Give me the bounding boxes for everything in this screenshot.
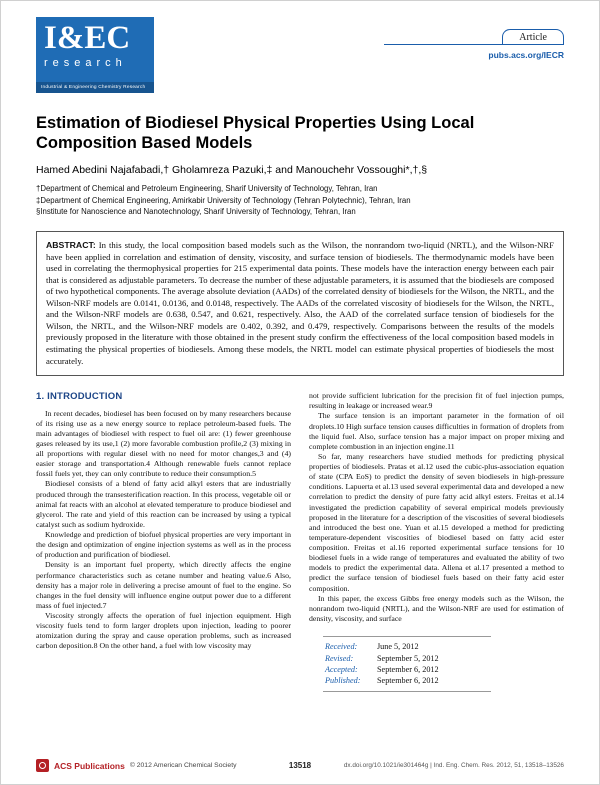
- paragraph: Biodiesel consists of a blend of fatty acid alkyl esters that are industrially produced through the transesterification reaction. In this process, vegetable oil or animal fat reacts with an alcohol at elevated temperature to produce biodiesel and glycerol. The rate and yield of this reaction can be increased by using a typical catalyst such as sodium hydroxide.: [36, 479, 291, 529]
- dates-box: [323, 636, 491, 692]
- journal-logo-text: [36, 17, 154, 69]
- page-number: 13518: [288, 761, 312, 770]
- date-value: September 6, 2012: [377, 676, 439, 686]
- journal-logo-subtitle: research: [44, 56, 127, 69]
- date-value: June 5, 2012: [377, 642, 419, 652]
- body-columns: [36, 391, 564, 692]
- paragraph: Knowledge and prediction of biofuel physical properties are very important in the design and optimization of engine injection systems as well as in the process of production and purification of biodiesel.: [36, 530, 291, 560]
- date-label: Accepted:: [325, 665, 358, 674]
- left-column: [36, 391, 291, 692]
- publisher-block: [36, 759, 289, 772]
- date-row: [325, 653, 491, 664]
- date-label: Revised:: [325, 653, 354, 663]
- date-row: [325, 675, 491, 686]
- paragraph: The surface tension is an important parameter in the formation of oil droplets.10 High surface tension causes difficulties in formation of droplets from the liquid fuel. Also, surface tension has a major impact on proper mixing and complete combustion in an injection engine.11: [309, 411, 564, 451]
- date-value: September 5, 2012: [377, 653, 439, 663]
- affiliations: [36, 183, 564, 218]
- acs-logo-icon: [36, 759, 49, 772]
- copyright-text: © 2012 American Chemical Society: [129, 762, 237, 769]
- page-footer: [36, 759, 564, 772]
- article-title: Estimation of Biodiesel Physical Properties Using Local Composition Based Models: [36, 114, 475, 153]
- journal-url-link[interactable]: pubs.acs.org/IECR: [488, 50, 564, 60]
- paragraph: In this paper, the excess Gibbs free energy models such as the Wilson, the nonrandom two-liquid (NRTL), and the Wilson-NRF are used for estimation of density, viscosity, and surface: [309, 593, 564, 623]
- paragraph: Density is an important fuel property, which directly affects the engine performance characteristics such as cetane number and heating value.6 Also, density has a major role in delivering a precise amount of fuel to the engine. So changes in the fuel density will influence engine output power due to a different mass of fuel injected.7: [36, 560, 291, 610]
- article-type-tab: Article: [502, 29, 564, 44]
- doi-citation: dx.doi.org/10.1021/ie301464g | Ind. Eng. Chem. Res. 2012, 51, 13518–13526: [343, 762, 564, 769]
- journal-logo: [36, 17, 154, 93]
- abstract-text: In this study, the local composition based models such as the Wilson, the nonrandom two-liquid (NRTL), and the Wilson-NRF have been applied in correlation and estimation of density, viscosity, and surface tension of biodiesels. The thermodynamic models have been used in correlating the thermophysical properties for 215 experimental data points. These models have the interaction energy between each pair that is considered as adjustable parameters. To decrease the number of these adjustable parameters, it is assumed that the biodiesels are composed of two hypothetical components. The average absolute deviation (AADs) of the correlated density of biodiesels for the Wilson, the NRTL, and the Wilson-NRF models are 0.0141, 0.0136, and 0.0148, respectively. The AADs of the correlated viscosity of biodiesels for the Wilson, the NRTL, and the Wilson-NRF models are 0.638, 0.547, and 0.621, respectively. Also, the AAD of the correlated surface tension of biodiesels for the Wilson, the NRTL, and the Wilson-NRF models are 0.402, 0.392, and 0.479, respectively. Comparisons between the results of the models previously proposed in the literature with those obtained in the present study confirm the effectiveness of the local composition based models in estimating the physical properties of biodiesels. Among these models, the NRTL model can estimate physical properties of biodiesels the most accurately.: [46, 239, 554, 366]
- journal-logo-tagline: Industrial & Engineering Chemistry Research: [36, 82, 154, 93]
- masthead: [36, 17, 564, 93]
- publisher-name: ACS Publications: [54, 760, 125, 771]
- affiliation-line: †Department of Chemical and Petroleum Engineering, Sharif University of Technology, Tehran, Iran: [36, 183, 378, 193]
- date-value: September 6, 2012: [377, 665, 439, 674]
- paragraph: In recent decades, biodiesel has been focused on by many researchers because of its rising use as a new energy source to replace petroleum-based fuels. The main advantages of biodiesel with respect to fuel oil are: (1) fewer greenhouse gases released by its use,1 (2) more favorable combustion profile,2 (3) mixing in all proportions with regular diesel with no need for motor changes,3 and (4) easier storage and transportation.4 Although renewable fuels cannot replace fossil fuels yet, they can only contribute to reduce their consumption.5: [36, 408, 291, 479]
- abstract-label: ABSTRACT:: [46, 239, 96, 250]
- masthead-right: [384, 29, 564, 60]
- section-heading: 1. INTRODUCTION: [36, 391, 123, 403]
- paragraph: not provide sufficient lubrication for the precision fit of fuel injection pumps, resulting in leakage or increased wear.9: [309, 391, 564, 411]
- authors-line: Hamed Abedini Najafabadi,† Gholamreza Pazuki,‡ and Manouchehr Vossoughi*,†,§: [36, 163, 428, 176]
- affiliation-line: ‡Department of Chemical Engineering, Amirkabir University of Technology (Tehran Polytechnic), Tehran, Iran: [36, 195, 411, 205]
- journal-logo-title: I&EC: [44, 20, 131, 56]
- right-column: [309, 391, 564, 692]
- date-label: Published:: [325, 676, 361, 686]
- abstract-box: [36, 231, 564, 376]
- date-row: [325, 641, 491, 652]
- paragraph: So far, many researchers have studied methods for predicting physical properties of biodiesels. Pratas et al.12 used the cubic-plus-association equation of state (CPA EoS) to predict the density of seven biodiesels in high-pressure conditions. Lapuerta et al.13 used several experimental data and developed a new correlation to predict the density of pure fatty acid alkyl esters. Freitas et al.14 investigated the prediction capability of several empirical models previously proposed in the literature for a description of the viscosities of several biodiesels and introduced the best one. Yuan et al.15 developed a method for predicting temperature-dependent viscosities of biodiesel based on fatty acid ester composition. Freitas et al.16 reported experimental surface tensions for 10 biodiesel fuels in a wide range of temperatures and evaluated the ability of two models to predict the experimental data. Allena et al.17 presented a method to predict the surface tension of biodiesel fuels based on their fatty acid ester composition.: [309, 451, 564, 593]
- date-row: [325, 664, 491, 675]
- date-label: Received:: [325, 642, 358, 652]
- article-type-rule: [384, 29, 564, 45]
- paragraph: Viscosity strongly affects the operation of fuel injection equipment. High viscosity fuels tend to form larger droplets upon injection, leading to poorer atomization during the spray and cause operation problems, such as increased carbon deposition.8 On the other hand, a fuel with low viscosity may: [36, 611, 291, 651]
- affiliation-line: §Institute for Nanoscience and Nanotechnology, Sharif University of Technology, Tehran, Iran: [36, 207, 356, 217]
